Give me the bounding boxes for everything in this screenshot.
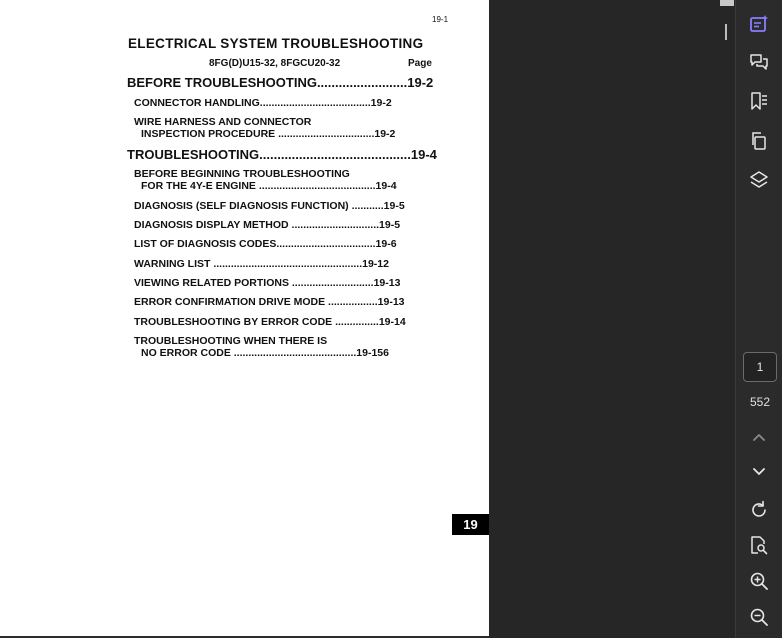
document-title: ELECTRICAL SYSTEM TROUBLESHOOTING (128, 36, 424, 51)
page-thumbnails-button[interactable] (747, 129, 771, 153)
chevron-down-icon (751, 463, 767, 479)
layers-button[interactable] (747, 168, 771, 192)
zoom-out-icon (749, 607, 769, 627)
find-in-page-button[interactable] (747, 533, 771, 557)
layers-icon (749, 170, 769, 190)
toc-entry: FOR THE 4Y-E ENGINE ........................................19-4 (141, 180, 397, 192)
ai-assistant-button[interactable] (747, 12, 771, 36)
toc-entry: CONNECTOR HANDLING......................................19-2 (134, 97, 392, 109)
zoom-out-button[interactable] (747, 605, 771, 629)
toc-entry: DIAGNOSIS DISPLAY METHOD ..............................19-5 (134, 219, 401, 231)
toc-entry: WIRE HARNESS AND CONNECTOR (134, 116, 312, 128)
chevron-up-icon (751, 430, 767, 446)
toc-entry: LIST OF DIAGNOSIS CODES..................................19-6 (134, 238, 397, 250)
toc-entry: INSPECTION PROCEDURE .................................19-2 (141, 128, 396, 140)
model-numbers: 8FG(D)U15-32, 8FGCU20-32 (209, 58, 341, 69)
page-number: 19-1 (432, 15, 449, 24)
bookmarks-icon (749, 91, 769, 111)
toc-entry: TROUBLESHOOTING WHEN THERE IS (134, 335, 328, 347)
zoom-in-button[interactable] (747, 569, 771, 593)
comments-icon (749, 52, 769, 72)
toc-entry: BEFORE BEGINNING TROUBLESHOOTING (134, 168, 350, 180)
ai-assistant-icon (749, 14, 769, 34)
vertical-scrollbar[interactable] (719, 0, 735, 638)
page-column-header: Page (408, 58, 432, 69)
find-in-page-icon (749, 535, 769, 555)
refresh-icon (749, 500, 769, 520)
toc-entry: TROUBLESHOOTING..........................................19-4 (127, 147, 437, 162)
current-page-input[interactable]: 1 (743, 352, 777, 382)
next-page-button[interactable] (747, 459, 771, 483)
comments-button[interactable] (747, 50, 771, 74)
viewer-canvas (489, 0, 719, 638)
toc-entry: ERROR CONFIRMATION DRIVE MODE .................19-13 (134, 296, 405, 308)
toc-entry: DIAGNOSIS (SELF DIAGNOSIS FUNCTION) ...........19-5 (134, 200, 405, 212)
toc-entry: TROUBLESHOOTING BY ERROR CODE ...............19-14 (134, 316, 406, 328)
scrollbar-thumb[interactable] (720, 0, 734, 6)
zoom-in-icon (749, 571, 769, 591)
bookmarks-button[interactable] (747, 89, 771, 113)
page-thumbnails-icon (749, 131, 769, 151)
toc-entry: NO ERROR CODE ..........................................19-156 (141, 347, 389, 359)
toc-entry: VIEWING RELATED PORTIONS ............................19-13 (134, 277, 401, 289)
toc-entry: WARNING LIST ...................................................19-12 (134, 258, 389, 270)
scroll-position-marker (725, 24, 727, 40)
refresh-button[interactable] (747, 498, 771, 522)
previous-page-button[interactable] (747, 426, 771, 450)
total-pages: 552 (749, 395, 771, 409)
toc-entry: BEFORE TROUBLESHOOTING.........................19-2 (127, 75, 434, 90)
section-tab: 19 (452, 514, 489, 535)
